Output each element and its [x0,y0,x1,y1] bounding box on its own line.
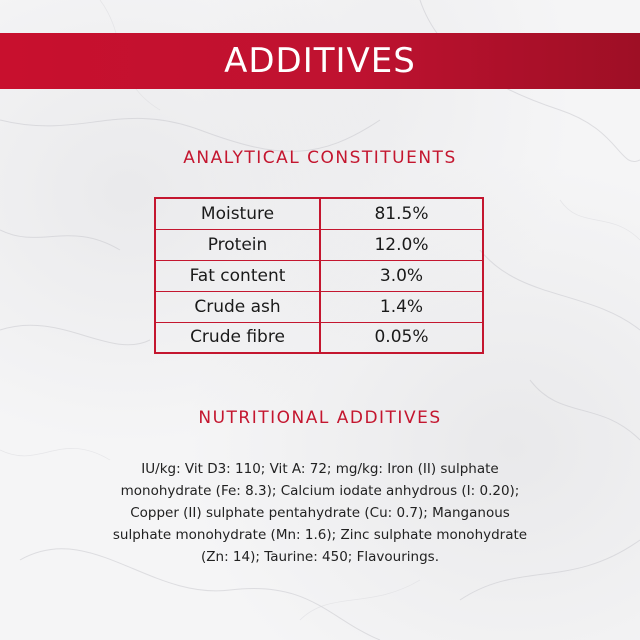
constituent-name: Protein [155,229,320,260]
constituent-value: 0.05% [320,322,483,353]
constituent-name: Crude fibre [155,322,320,353]
table-row [155,198,483,229]
constituent-name: Fat content [155,260,320,291]
table-row [155,260,483,291]
constituent-name: Moisture [155,198,320,229]
constituent-value: 1.4% [320,291,483,322]
nutritional-additives-text [100,458,540,568]
table-row [155,322,483,353]
analytical-constituents-heading: ANALYTICAL CONSTITUENTS [183,148,457,168]
table-row [155,291,483,322]
constituent-value: 12.0% [320,229,483,260]
banner-title: ADDITIVES [224,41,416,81]
additives-line: sulphate monohydrate (Mn: 1.6); Zinc sulphate monohydrate [112,527,528,543]
constituent-value: 81.5% [320,198,483,229]
additives-line: IU/kg: Vit D3: 110; Vit A: 72; mg/kg: Iron (II) sulphate [141,461,499,477]
nutritional-additives-heading: NUTRITIONAL ADDITIVES [198,408,442,428]
constituent-name: Crude ash [155,291,320,322]
table-row [155,229,483,260]
additives-line: Copper (II) sulphate pentahydrate (Cu: 0.7); Manganous [130,505,510,521]
header-banner [0,33,640,89]
constituent-value: 3.0% [320,260,483,291]
constituents-table [154,197,484,354]
additives-line: monohydrate (Fe: 8.3); Calcium iodate anhydrous (I: 0.20); [120,483,520,499]
additives-line: (Zn: 14); Taurine: 450; Flavourings. [201,549,439,565]
